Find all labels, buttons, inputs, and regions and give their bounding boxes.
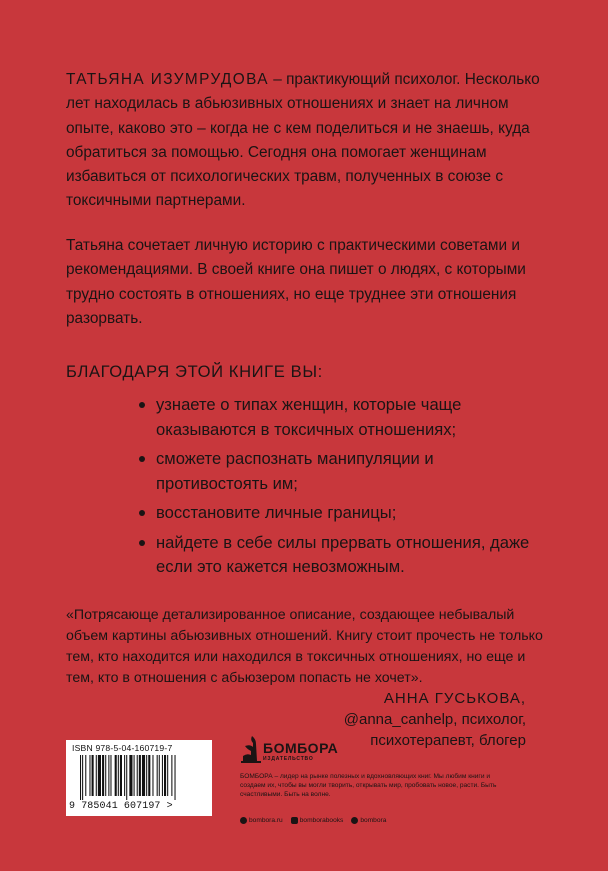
quote-author-role: психотерапевт, блогер bbox=[370, 732, 526, 749]
bullet-icon bbox=[139, 510, 145, 516]
author-intro-text: – практикующий психолог. Несколько лет находилась в абьюзивных отношениях и знает на личном опыте, каково это – когда не с кем поделиться и не знаешь, куда обратиться за помощью. Сегодня она помогает женщинам избавиться от психологических травм, полученных в союзе с токсичными партнерами. bbox=[66, 71, 540, 210]
review-quote: «Потрясающе детализированное описание, создающее небывалый объем картины абьюзивных отношений. Книгу стоит прочесть не только тем, кто находится или находился в токсичных отношениях, но еще и тем, кто в отношения с абьюзером попасть не хочет». bbox=[66, 607, 543, 686]
bullet-icon bbox=[139, 540, 145, 546]
benefit-text: узнаете о типах женщин, которые чаще оказываются в токсичных отношениях; bbox=[156, 395, 462, 439]
quote-attribution bbox=[344, 688, 526, 751]
quote-author: АННА ГУСЬКОВА, bbox=[383, 690, 526, 707]
author-intro bbox=[66, 68, 546, 214]
social-link-site[interactable]: bombora.ru bbox=[240, 817, 283, 824]
bullet-icon bbox=[139, 402, 145, 408]
telegram-icon bbox=[351, 817, 358, 824]
social-links bbox=[240, 817, 386, 824]
social-link-telegram[interactable]: bombora bbox=[351, 817, 386, 824]
benefit-item bbox=[156, 393, 536, 442]
isbn-label: ISBN 978-5-04-160719-7 bbox=[72, 743, 173, 753]
vk-icon bbox=[291, 817, 298, 824]
benefit-item bbox=[156, 447, 536, 496]
bullet-icon bbox=[139, 456, 145, 462]
barcode-digits: 9 785041 607197 > bbox=[69, 801, 173, 812]
publisher-name: БОМБОРА bbox=[263, 740, 339, 756]
benefit-text: найдете в себе силы прервать отношения, даже если это кажется невозможным. bbox=[156, 532, 530, 576]
quote-author-handle: @anna_canhelp, психолог, bbox=[343, 711, 526, 728]
globe-icon bbox=[240, 817, 247, 824]
barcode-bars bbox=[80, 755, 206, 800]
benefits-heading: БЛАГОДАРЯ ЭТОЙ КНИГЕ ВЫ: bbox=[66, 362, 323, 381]
author-name: ТАТЬЯНА ИЗУМРУДОВА bbox=[66, 71, 269, 88]
social-link-vk[interactable]: bomborabooks bbox=[291, 817, 344, 824]
description-paragraph: Татьяна сочетает личную историю с практическими советами и рекомендациями. В своей книге она пишет о людях, с которыми трудно состоять в отношениях, но еще труднее эти отношения разорвать. bbox=[66, 237, 526, 327]
benefits-list bbox=[156, 393, 536, 585]
benefit-text: сможете распознать манипуляции и противостоять им; bbox=[156, 449, 434, 493]
barcode bbox=[66, 740, 212, 816]
publisher-description: БОМБОРА – лидер на рынке полезных и вдохновляющих книг. Мы любим книги и создаем их, чтобы вы могли творить, открывать мир, пробовать новое, расти. Быть счастливыми. Быть на волне. bbox=[240, 773, 497, 798]
benefit-item bbox=[156, 531, 536, 580]
bombora-logo-icon bbox=[240, 734, 262, 764]
benefit-item bbox=[156, 501, 536, 526]
publisher-subtitle: ИЗДАТЕЛЬСТВО bbox=[263, 756, 314, 762]
benefit-text: восстановите личные границы; bbox=[156, 503, 397, 522]
